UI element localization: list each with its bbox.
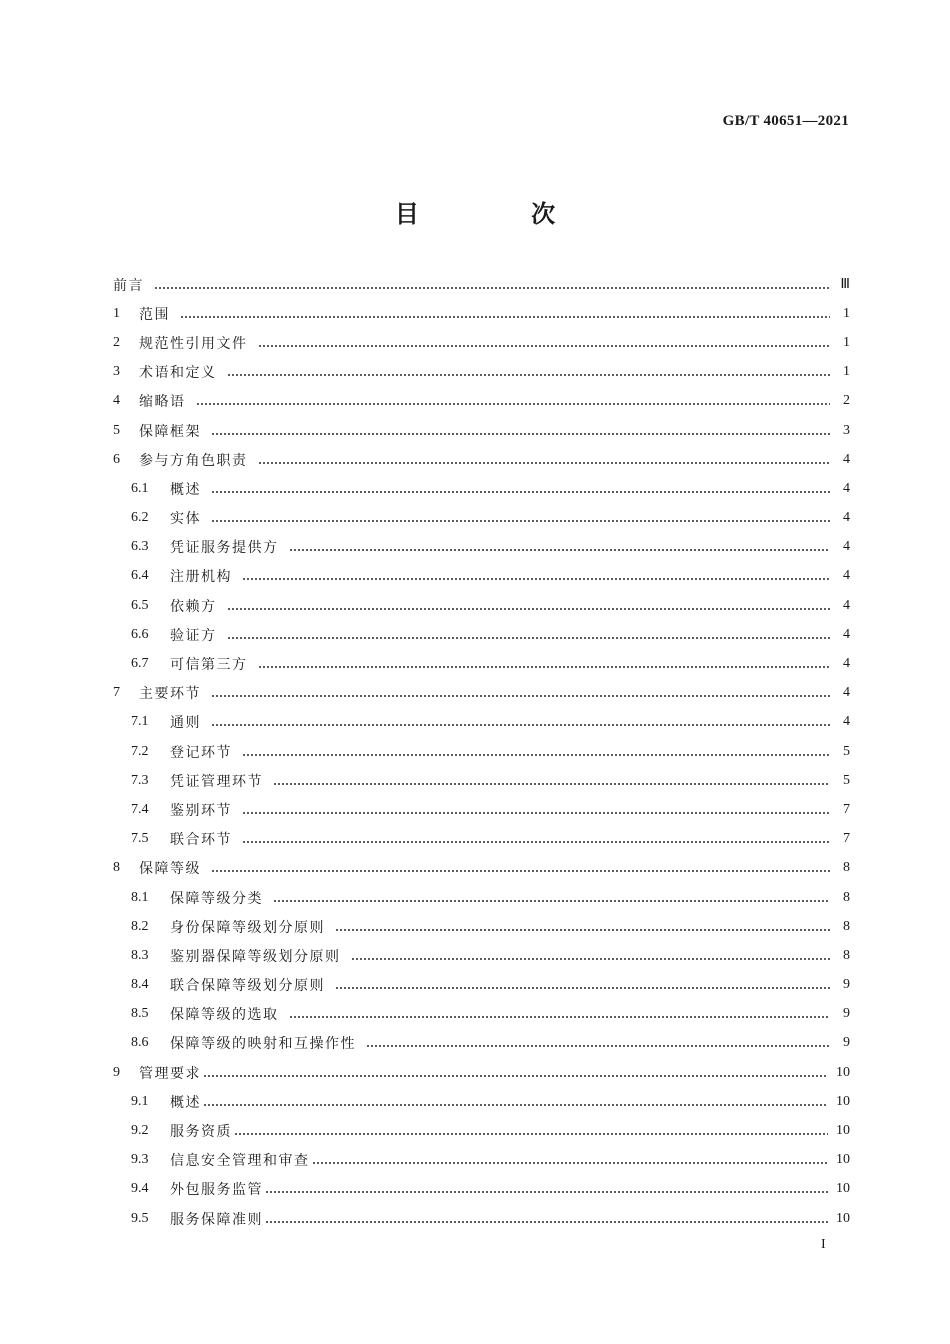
toc-entry[interactable]: [113, 708, 850, 737]
toc-entry[interactable]: [113, 1029, 850, 1058]
toc-entry-number: 6.2: [131, 510, 149, 526]
toc-entry-title: 范围: [139, 306, 170, 323]
dot-leader: [211, 433, 830, 435]
toc-entry-number: 5: [113, 422, 120, 438]
toc-entry[interactable]: [113, 679, 850, 708]
toc-entry[interactable]: [113, 912, 850, 941]
toc-entry-page: 4: [843, 539, 850, 555]
toc-entry[interactable]: [113, 1058, 850, 1087]
toc-entry-number: 8.6: [131, 1035, 149, 1051]
dot-leader: [273, 783, 830, 785]
toc-entry-number: 8: [113, 860, 120, 876]
toc-title: 目 次: [394, 200, 608, 228]
toc-entry[interactable]: [113, 504, 850, 533]
dot-leader: [273, 900, 830, 902]
toc-entry-title: 实体: [170, 511, 201, 528]
toc-entry[interactable]: [113, 533, 850, 562]
toc-entry[interactable]: [113, 562, 850, 591]
dot-leader: [227, 608, 831, 610]
toc-entry-page: 4: [843, 626, 850, 642]
toc-entry[interactable]: [113, 737, 850, 766]
dot-leader: [203, 1104, 828, 1106]
toc-entry-title: 通则: [170, 715, 201, 732]
toc-entry-number: 9.1: [131, 1093, 149, 1109]
toc-entry-title: 可信第三方: [170, 657, 248, 674]
toc-entry-number: 8.3: [131, 947, 149, 963]
toc-entry[interactable]: [113, 358, 850, 387]
toc-entry-page: 8: [843, 918, 850, 934]
dot-leader: [366, 1045, 830, 1047]
toc-entry-number: 7.4: [131, 801, 149, 817]
toc-entry-number: 8.2: [131, 918, 149, 934]
toc-entry[interactable]: [113, 1146, 850, 1175]
toc-entry-page: 10: [836, 1181, 850, 1197]
toc-entry-number: 9.3: [131, 1152, 149, 1168]
toc-entry-title: 验证方: [170, 627, 217, 644]
toc-entry-title: 保障等级的选取: [170, 1007, 279, 1024]
toc-entry-number: 8.1: [131, 889, 149, 905]
toc-entry-title: 术语和定义: [139, 365, 217, 382]
toc-entry-number: 9.2: [131, 1123, 149, 1139]
dot-leader: [196, 403, 831, 405]
toc-entry[interactable]: [113, 1087, 850, 1116]
toc-entry-number: 8.5: [131, 1006, 149, 1022]
toc-entry[interactable]: [113, 854, 850, 883]
toc-entry-number: 9.5: [131, 1210, 149, 1226]
toc-entry-page: 10: [836, 1123, 850, 1139]
toc-entry-number: 6.1: [131, 480, 149, 496]
dot-leader: [335, 929, 830, 931]
toc-entry-page: 10: [836, 1064, 850, 1080]
toc-entry[interactable]: [113, 941, 850, 970]
toc-entry-page: 1: [843, 334, 850, 350]
dot-leader: [227, 637, 831, 639]
toc-entry-number: 2: [113, 334, 120, 350]
dot-leader: [289, 1016, 831, 1018]
toc-entry-title: 依赖方: [170, 598, 217, 615]
dot-leader: [258, 345, 831, 347]
toc-entry-page: 4: [843, 685, 850, 701]
toc-entry[interactable]: [113, 1000, 850, 1029]
toc-entry-page: 4: [843, 597, 850, 613]
toc-entry-page: 8: [843, 860, 850, 876]
toc-entry[interactable]: [113, 1175, 850, 1204]
toc-entry-number: 6.3: [131, 539, 149, 555]
dot-leader: [242, 812, 830, 814]
dot-leader: [312, 1162, 829, 1164]
dot-leader: [227, 374, 831, 376]
dot-leader: [211, 695, 830, 697]
toc-entry-page: 4: [843, 656, 850, 672]
toc-entry[interactable]: [113, 1204, 850, 1233]
toc-entry-title: 联合保障等级划分原则: [170, 978, 325, 995]
toc-entry-title: 注册机构: [170, 569, 232, 586]
dot-leader: [211, 520, 830, 522]
toc-entry-page: 7: [843, 831, 850, 847]
dot-leader: [265, 1191, 828, 1193]
toc-entry-title: 概述: [170, 481, 201, 498]
toc-entry-number: 6.6: [131, 626, 149, 642]
toc-entry-page: 8: [843, 947, 850, 963]
toc-entry-number: 7.2: [131, 743, 149, 759]
toc-entry-title: 保障等级分类: [170, 890, 263, 907]
dot-leader: [242, 578, 830, 580]
dot-leader: [242, 841, 830, 843]
toc-entry[interactable]: [113, 971, 850, 1000]
toc-entry-number: 7.5: [131, 831, 149, 847]
dot-leader: [211, 870, 830, 872]
page-number: I: [821, 1237, 826, 1252]
toc-entry[interactable]: [113, 825, 850, 854]
toc-entry-title: 凭证管理环节: [170, 773, 263, 790]
toc-entry-number: 3: [113, 364, 120, 380]
dot-leader: [234, 1133, 828, 1135]
toc-entry-page: 4: [843, 451, 850, 467]
dot-leader: [351, 958, 831, 960]
toc-entry-title: 外包服务监管: [170, 1182, 263, 1199]
toc-entry-title: 管理要求: [139, 1065, 201, 1082]
toc-entry[interactable]: [113, 445, 850, 474]
toc-entry-number: 9.4: [131, 1181, 149, 1197]
dot-leader: [211, 491, 830, 493]
toc-entry-title: 概述: [170, 1094, 201, 1111]
toc-entry-page: 8: [843, 889, 850, 905]
toc-entry-page: 4: [843, 714, 850, 730]
dot-leader: [265, 1221, 828, 1223]
toc-entry-page: 1: [843, 305, 850, 321]
toc-entry-title: 保障等级: [139, 861, 201, 878]
toc-entry-title: 前言: [113, 277, 144, 294]
toc-entry[interactable]: [113, 620, 850, 649]
toc-entry-title: 鉴别环节: [170, 802, 232, 819]
toc-entry-page: 9: [843, 1035, 850, 1051]
toc-entry-number: 7: [113, 685, 120, 701]
toc-entry-page: 4: [843, 510, 850, 526]
table-of-contents: [113, 270, 850, 1233]
toc-entry-number: 6.4: [131, 568, 149, 584]
toc-entry-page: 3: [843, 422, 850, 438]
dot-leader: [242, 754, 830, 756]
toc-entry-page: 7: [843, 801, 850, 817]
dot-leader: [289, 549, 831, 551]
toc-entry-number: 8.4: [131, 977, 149, 993]
toc-entry-title: 服务保障准则: [170, 1211, 263, 1228]
toc-entry-title: 服务资质: [170, 1124, 232, 1141]
standard-code: GB/T 40651—2021: [722, 113, 849, 129]
dot-leader: [335, 987, 830, 989]
toc-entry[interactable]: [113, 270, 850, 299]
toc-entry-title: 信息安全管理和审查: [170, 1153, 310, 1170]
toc-entry-page: 1: [843, 364, 850, 380]
toc-entry-number: 7.3: [131, 772, 149, 788]
dot-leader: [203, 1075, 828, 1077]
toc-entry-number: 4: [113, 393, 120, 409]
toc-entry-number: 6: [113, 451, 120, 467]
toc-entry-page: 10: [836, 1210, 850, 1226]
toc-entry-number: 1: [113, 305, 120, 321]
toc-entry-title: 规范性引用文件: [139, 335, 248, 352]
toc-entry[interactable]: [113, 416, 850, 445]
toc-entry-title: 参与方角色职责: [139, 452, 248, 469]
dot-leader: [180, 316, 830, 318]
toc-entry-title: 联合环节: [170, 832, 232, 849]
toc-entry-page: Ⅲ: [840, 277, 850, 293]
toc-entry-page: 5: [843, 743, 850, 759]
toc-entry-number: 9: [113, 1064, 120, 1080]
toc-entry[interactable]: [113, 1116, 850, 1145]
toc-entry[interactable]: [113, 328, 850, 357]
toc-entry-page: 4: [843, 480, 850, 496]
dot-leader: [258, 666, 831, 668]
toc-entry[interactable]: [113, 766, 850, 795]
toc-entry-title: 鉴别器保障等级划分原则: [170, 948, 341, 965]
toc-entry-page: 9: [843, 977, 850, 993]
toc-entry[interactable]: [113, 883, 850, 912]
toc-entry-title: 登记环节: [170, 744, 232, 761]
toc-entry-title: 缩略语: [139, 394, 186, 411]
toc-entry-page: 4: [843, 568, 850, 584]
toc-entry[interactable]: [113, 649, 850, 678]
toc-entry-page: 10: [836, 1093, 850, 1109]
toc-entry-number: 6.7: [131, 656, 149, 672]
toc-entry-page: 10: [836, 1152, 850, 1168]
toc-entry[interactable]: [113, 299, 850, 328]
dot-leader: [211, 724, 830, 726]
toc-entry[interactable]: [113, 795, 850, 824]
toc-entry-title: 保障框架: [139, 423, 201, 440]
toc-entry-number: 7.1: [131, 714, 149, 730]
toc-entry[interactable]: [113, 474, 850, 503]
toc-entry-number: 6.5: [131, 597, 149, 613]
toc-entry[interactable]: [113, 591, 850, 620]
dot-leader: [258, 462, 831, 464]
toc-entry-page: 2: [843, 393, 850, 409]
dot-leader: [154, 287, 830, 289]
toc-entry[interactable]: [113, 387, 850, 416]
toc-entry-title: 凭证服务提供方: [170, 540, 279, 557]
toc-entry-title: 身份保障等级划分原则: [170, 919, 325, 936]
toc-entry-title: 保障等级的映射和互操作性: [170, 1036, 356, 1053]
toc-entry-page: 5: [843, 772, 850, 788]
toc-entry-page: 9: [843, 1006, 850, 1022]
toc-entry-title: 主要环节: [139, 686, 201, 703]
